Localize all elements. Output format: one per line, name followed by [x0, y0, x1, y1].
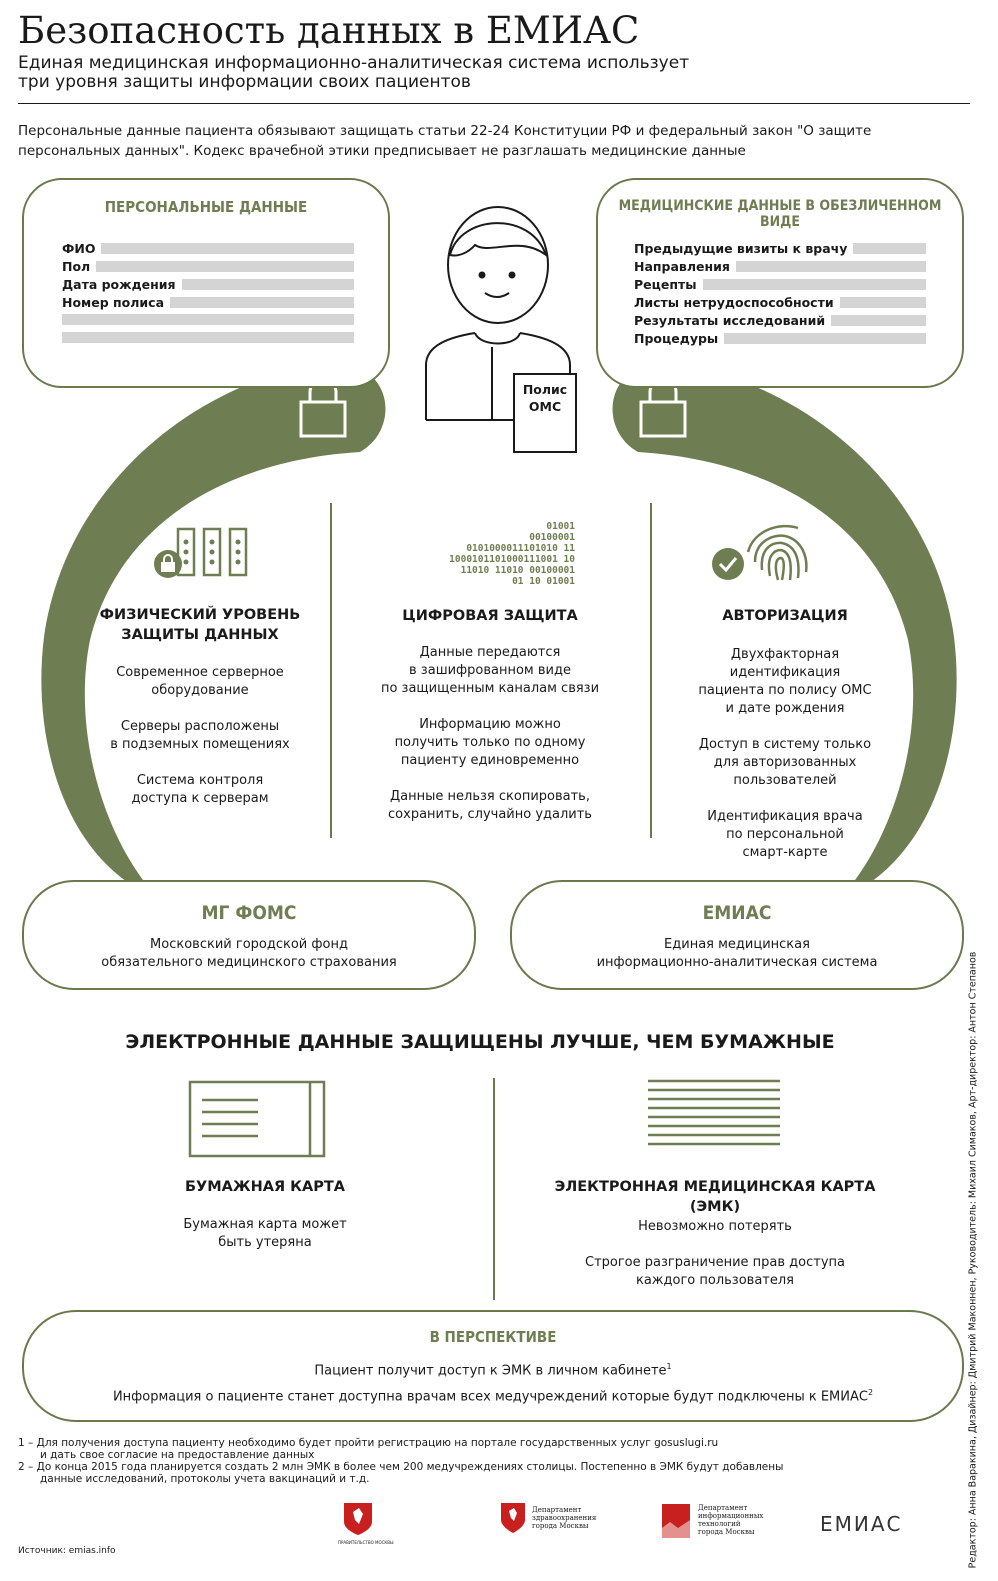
- digital-protection-title: ЦИФРОВАЯ ЗАЩИТА: [402, 608, 578, 624]
- mgfoms-panel: [22, 880, 476, 990]
- credits: Редактор: Анна Варакина, Дизайнер: Дмитрий Маконнен, Руководитель: Михаил Симаков, Арт-директор: Антон Степанов: [967, 951, 979, 1569]
- patient-head-icon: [448, 207, 548, 323]
- physical-level-items: [95, 664, 305, 808]
- column-divider: [650, 503, 652, 838]
- future-title: В ПЕРСПЕКТИВЕ: [429, 1328, 557, 1346]
- field-row: Направления: [634, 260, 926, 273]
- patient-hair-icon: [450, 223, 546, 255]
- field-row: Предыдущие визиты к врачу: [634, 242, 926, 255]
- emk-document-icon: [648, 1078, 780, 1152]
- future-item-2: Информация о пациенте станет доступна врачам всех медучреждений которые будут подключены к ЕМИАС$^2$: [112, 1388, 874, 1405]
- medical-data-title: МЕДИЦИНСКИЕ ДАННЫЕ В ОБЕЗЛИЧЕННОМ ВИДЕ: [618, 198, 942, 230]
- footnote-2: 2 – До конца 2015 года планируется создать 2 млн ЭМК в более чем 200 медучреждениях столицы. Постепенно в ЭМК будут добавлены данные исследований, протоколы учета вакцинаций и т.д.: [18, 1461, 784, 1485]
- field-row: ФИО: [62, 242, 354, 255]
- medical-data-fields: [634, 242, 926, 352]
- emk-items: [540, 1218, 890, 1290]
- list-item: Информацию можно получить только по одному пациенту единовременно: [394, 717, 586, 768]
- page-title: Безопасность данных в ЕМИАС: [18, 9, 640, 52]
- medical-data-panel: [596, 178, 964, 388]
- moscow-coat-of-arms-icon: [500, 1502, 526, 1534]
- placeholder-bar: [62, 314, 354, 325]
- oms-policy-card: Полис ОМС: [513, 373, 577, 453]
- moscow-coat-of-arms-icon: [343, 1502, 373, 1536]
- physical-level-title: ФИЗИЧЕСКИЙ УРОВЕНЬ ЗАЩИТЫ ДАННЫХ: [99, 607, 301, 643]
- authorization-title: АВТОРИЗАЦИЯ: [722, 608, 848, 624]
- binary-code-icon: 01001 00100001 0101000011101010 11 1000101101000111001 10 11010 11010 00100001 01 10 01001: [449, 521, 575, 587]
- list-item: Данные передаются в зашифрованном виде по защищенным каналам связи: [380, 645, 600, 696]
- emias-title: ЕМИАС: [702, 902, 772, 924]
- list-item: Доступ в систему только для авторизованных пользователей: [698, 737, 872, 788]
- future-item-1: Пациент получит доступ к ЭМК в личном кабинете$^1$: [314, 1362, 672, 1379]
- list-item: Идентификация врача по персональной смарт-карте: [707, 809, 863, 860]
- mgfoms-title: МГ ФОМС: [201, 902, 297, 924]
- emias-description: Единая медицинская информационно-аналитическая система: [596, 937, 878, 970]
- paper-card-description: Бумажная карта может быть утеряна: [183, 1217, 347, 1250]
- future-panel: [22, 1310, 964, 1422]
- field-row: Номер полиса: [62, 296, 354, 309]
- page-subtitle: Единая медицинская информационно-аналитическая система использует три уровня защиты информации своих пациентов: [18, 53, 690, 92]
- placeholder-bar: [62, 332, 354, 343]
- servers-icon: [152, 527, 252, 579]
- source-text: Источник: emias.info: [18, 1546, 116, 1556]
- list-item: Серверы расположены в подземных помещениях: [110, 719, 290, 752]
- list-item: Данные нельзя скопировать, сохранить, случайно удалить: [388, 789, 592, 822]
- it-department-emblem-icon: [660, 1502, 692, 1538]
- intro-text: Персональные данные пациента обязывают защищать статьи 22-24 Конституции РФ и федеральный закон "О защите персональных данных". Кодекс врачебной этики предписывает не разглашать медицинские данные: [18, 123, 872, 159]
- paper-card-title: БУМАЖНАЯ КАРТА: [184, 1179, 346, 1195]
- field-row: Дата рождения: [62, 278, 354, 291]
- mgfoms-description: Московский городской фонд обязательного медицинского страхования: [101, 937, 397, 970]
- list-item: Невозможно потерять: [638, 1219, 792, 1234]
- authorization-items: [660, 646, 910, 862]
- field-row: Результаты исследований: [634, 314, 926, 327]
- emk-title: ЭЛЕКТРОННАЯ МЕДИЦИНСКАЯ КАРТА (ЭМК): [554, 1179, 876, 1215]
- field-row: Рецепты: [634, 278, 926, 291]
- paper-card-icon: [188, 1080, 328, 1158]
- moscow-government-logo: ПРАВИТЕЛЬСТВО МОСКВЫ: [338, 1502, 378, 1546]
- list-item: Строгое разграничение прав доступа каждого пользователя: [585, 1255, 845, 1288]
- personal-data-fields: [62, 242, 354, 352]
- emias-logo: ЕМИАС: [820, 1512, 903, 1536]
- field-row: Листы нетрудоспособности: [634, 296, 926, 309]
- fingerprint-icon: [710, 522, 815, 584]
- comparison-divider: [493, 1078, 495, 1300]
- emias-panel: [510, 880, 964, 990]
- personal-data-panel: [22, 178, 390, 388]
- field-row: Пол: [62, 260, 354, 273]
- list-item: Современное серверное оборудование: [116, 665, 284, 698]
- personal-data-title: ПЕРСОНАЛЬНЫЕ ДАННЫЕ: [104, 198, 308, 216]
- field-row: Процедуры: [634, 332, 926, 345]
- list-item: Система контроля доступа к серверам: [131, 773, 269, 806]
- list-item: Двухфакторная идентификация пациента по полису ОМС и дате рождения: [698, 647, 872, 716]
- footnote-1: 1 – Для получения доступа пациенту необходимо будет пройти регистрацию на портале государственных услуг gosuslugi.ru и дать свое согласие на предоставление данных: [18, 1437, 719, 1461]
- column-divider: [330, 503, 332, 838]
- it-department-logo: Департамент информационных технологий города Москвы: [660, 1502, 780, 1542]
- health-department-logo: Департамент здравоохранения города Москвы: [500, 1502, 610, 1542]
- comparison-title: ЭЛЕКТРОННЫЕ ДАННЫЕ ЗАЩИЩЕНЫ ЛУЧШЕ, ЧЕМ БУМАЖНЫЕ: [125, 1031, 835, 1053]
- digital-protection-items: [360, 644, 620, 824]
